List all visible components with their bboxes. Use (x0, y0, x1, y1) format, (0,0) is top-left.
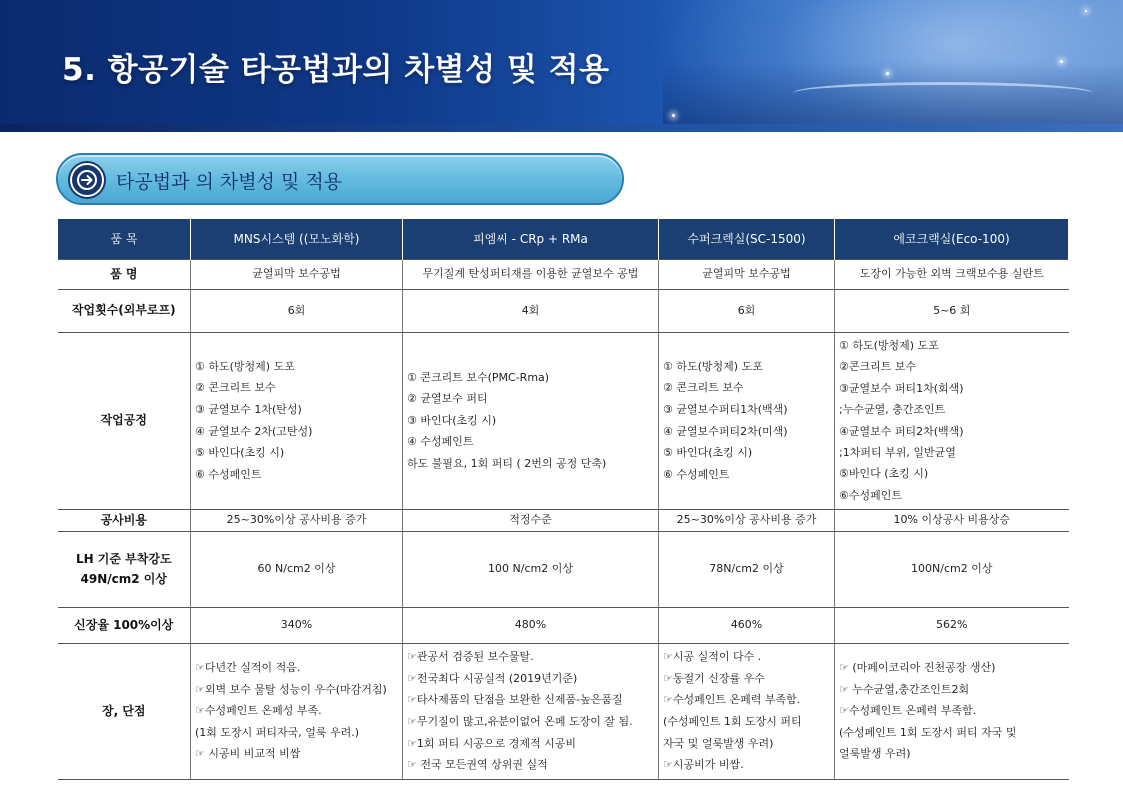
list-item: ;누수균열, 충간조인트 (839, 403, 946, 417)
table-cell: 균열피막 보수공법 (191, 259, 403, 289)
list-item: ☞ 전국 모든권역 상위권 실적 (407, 758, 548, 772)
list-item: ☞수성페인트 온페성 부족. (195, 704, 322, 718)
list-item: ☞외벽 보수 물탈 성능이 우수(마감거침) (195, 682, 387, 696)
table-cell: 적정수준 (403, 509, 659, 531)
table-row (58, 531, 1069, 607)
table-cell: 460% (659, 607, 835, 643)
list-item: ☞시공 실적이 다수 . (663, 650, 762, 664)
table-cell: 78N/cm2 이상 (659, 531, 835, 607)
list-item: ☞ 시공비 비교적 비쌈 (195, 747, 301, 761)
list-item: ☞수성페인트 온페력 부족함. (839, 704, 977, 718)
table-cell: 10% 이상공사 비용상승 (835, 509, 1069, 531)
list-item: ③ 균열보수퍼티1차(백색) (663, 402, 788, 416)
list-item: ③균열보수 퍼티1차(회색) (839, 381, 964, 395)
row-label: 작업횟수(외부로프) (58, 289, 191, 332)
pros-cons-list (191, 643, 403, 779)
table-header-row (58, 219, 1069, 259)
list-item: ☞시공비가 비쌈. (663, 758, 744, 772)
row-label: 신장율 100%이상 (58, 607, 191, 643)
terminal-roof-image (793, 82, 1093, 104)
row-label-line: LH 기준 부착강도 (75, 551, 172, 566)
table-row (58, 259, 1069, 289)
list-item: ① 하도(방청제) 도포 (839, 338, 939, 352)
table-cell: 25~30%이상 공사비용 증가 (191, 509, 403, 531)
pros-cons-list (835, 643, 1069, 779)
comparison-table (57, 219, 1069, 780)
row-label: 작업공정 (58, 332, 191, 509)
sparkle-icon (1085, 10, 1087, 12)
table-row (58, 332, 1069, 509)
column-header: 에코크랙실(Eco-100) (835, 219, 1069, 259)
list-item: ④ 균열보수퍼티2차(미색) (663, 424, 788, 438)
table-cell: 60 N/cm2 이상 (191, 531, 403, 607)
table-cell: 340% (191, 607, 403, 643)
arrow-right-circle-icon (70, 163, 104, 197)
table-cell: 480% (403, 607, 659, 643)
section-heading-pill (56, 153, 624, 205)
list-item: ② 콘크리트 보수 (195, 381, 276, 395)
list-item: ⑥수성페인트 (839, 488, 902, 502)
list-item: (수성페인트 1회 도장시 퍼티 자국 및 (839, 725, 1017, 739)
list-item: ④ 균열보수 2차(고탄성) (195, 424, 313, 438)
list-item: ;1차퍼티 부위, 일반균열 (839, 445, 956, 459)
row-label-line: 49N/cm2 이상 (80, 572, 167, 586)
process-list (191, 332, 403, 509)
table-cell: 562% (835, 607, 1069, 643)
list-item: ⑥ 수성페인트 (663, 467, 730, 481)
list-item: ☞전국최다 시공실적 (2019년기준) (407, 671, 578, 685)
banner-ground-strip (0, 124, 1123, 132)
list-item: 자국 및 얼룩발생 우려) (663, 736, 774, 750)
page-title: 5. 항공기술 타공법과의 차별성 및 적용 (62, 52, 610, 88)
list-item: ☞동절기 신장률 우수 (663, 671, 765, 685)
list-item: ☞ (마페이코리아 진천공장 생산) (839, 661, 996, 675)
list-item: ⑤바인다 (초킹 시) (839, 467, 929, 481)
row-label: 품 명 (58, 259, 191, 289)
table-row (58, 509, 1069, 531)
list-item: 하도 불필요, 1회 퍼티 ( 2번의 공정 단축) (407, 456, 607, 470)
table-cell: 균열피막 보수공법 (659, 259, 835, 289)
list-item: ② 균열보수 퍼티 (407, 392, 488, 406)
list-item: ☞관공서 검증된 보수물탈. (407, 650, 534, 664)
row-label (58, 531, 191, 607)
row-label: 공사비용 (58, 509, 191, 531)
table-cell: 6회 (191, 289, 403, 332)
list-item: ☞다년간 실적이 적음. (195, 661, 301, 675)
process-list (403, 332, 659, 509)
pros-cons-list (659, 643, 835, 779)
table-cell: 5~6 회 (835, 289, 1069, 332)
list-item: ☞타사제품의 단점을 보완한 신제품-높은품질 (407, 693, 623, 707)
table-row (58, 289, 1069, 332)
list-item: ☞1회 퍼티 시공으로 경제적 시공비 (407, 736, 576, 750)
table-cell: 25~30%이상 공사비용 증가 (659, 509, 835, 531)
sparkle-icon (672, 114, 675, 117)
list-item: ③ 바인다(초킹 시) (407, 413, 497, 427)
column-header: 피엠씨 - CRp + RMa (403, 219, 659, 259)
pros-cons-list (403, 643, 659, 779)
process-list (659, 332, 835, 509)
list-item: ③ 균열보수 1차(탄성) (195, 402, 302, 416)
table-cell: 100 N/cm2 이상 (403, 531, 659, 607)
table-cell: 100N/cm2 이상 (835, 531, 1069, 607)
list-item: ②콘크리트 보수 (839, 360, 917, 374)
sparkle-icon (886, 72, 889, 75)
table-row (58, 643, 1069, 779)
list-item: ⑥ 수성페인트 (195, 467, 262, 481)
list-item: (1회 도장시 퍼티자국, 얼룩 우려.) (195, 725, 360, 739)
table-cell: 도장이 가능한 외벽 크랙보수용 실란트 (835, 259, 1069, 289)
list-item: ☞무기질이 많고,유분이없어 온페 도장이 잘 됨. (407, 715, 633, 728)
section-heading-label: 타공법과 의 차별성 및 적용 (116, 171, 343, 193)
list-item: ☞수성페인트 온페력 부족함. (663, 693, 801, 707)
list-item: ② 콘크리트 보수 (663, 381, 744, 395)
sparkle-icon (1060, 60, 1063, 63)
header-banner (0, 0, 1123, 132)
list-item: ☞ 누수균열,충간조인트2회 (839, 682, 970, 696)
row-label: 장, 단점 (58, 643, 191, 779)
table-cell: 4회 (403, 289, 659, 332)
list-item: ⑤ 바인다(초킹 시) (195, 446, 285, 460)
table-row (58, 607, 1069, 643)
column-header: 품 목 (58, 219, 191, 259)
process-list (835, 332, 1069, 509)
list-item: ① 하도(방청제) 도포 (195, 359, 295, 373)
list-item: ④균열보수 퍼티2차(백색) (839, 424, 964, 438)
list-item: ① 콘크리트 보수(PMC-Rma) (407, 370, 550, 384)
list-item: 얼룩발생 우려) (839, 747, 911, 761)
table-cell: 6회 (659, 289, 835, 332)
column-header: MNS시스템 ((모노화학) (191, 219, 403, 259)
list-item: ④ 수성페인트 (407, 435, 474, 449)
list-item: ⑤ 바인다(초킹 시) (663, 446, 753, 460)
table-cell: 무기질계 탄성퍼티재를 이용한 균열보수 공법 (403, 259, 659, 289)
column-header: 수퍼크렉실(SC-1500) (659, 219, 835, 259)
list-item: (수성페인트 1회 도장시 퍼티 (663, 715, 802, 728)
list-item: ① 하도(방청제) 도포 (663, 359, 763, 373)
